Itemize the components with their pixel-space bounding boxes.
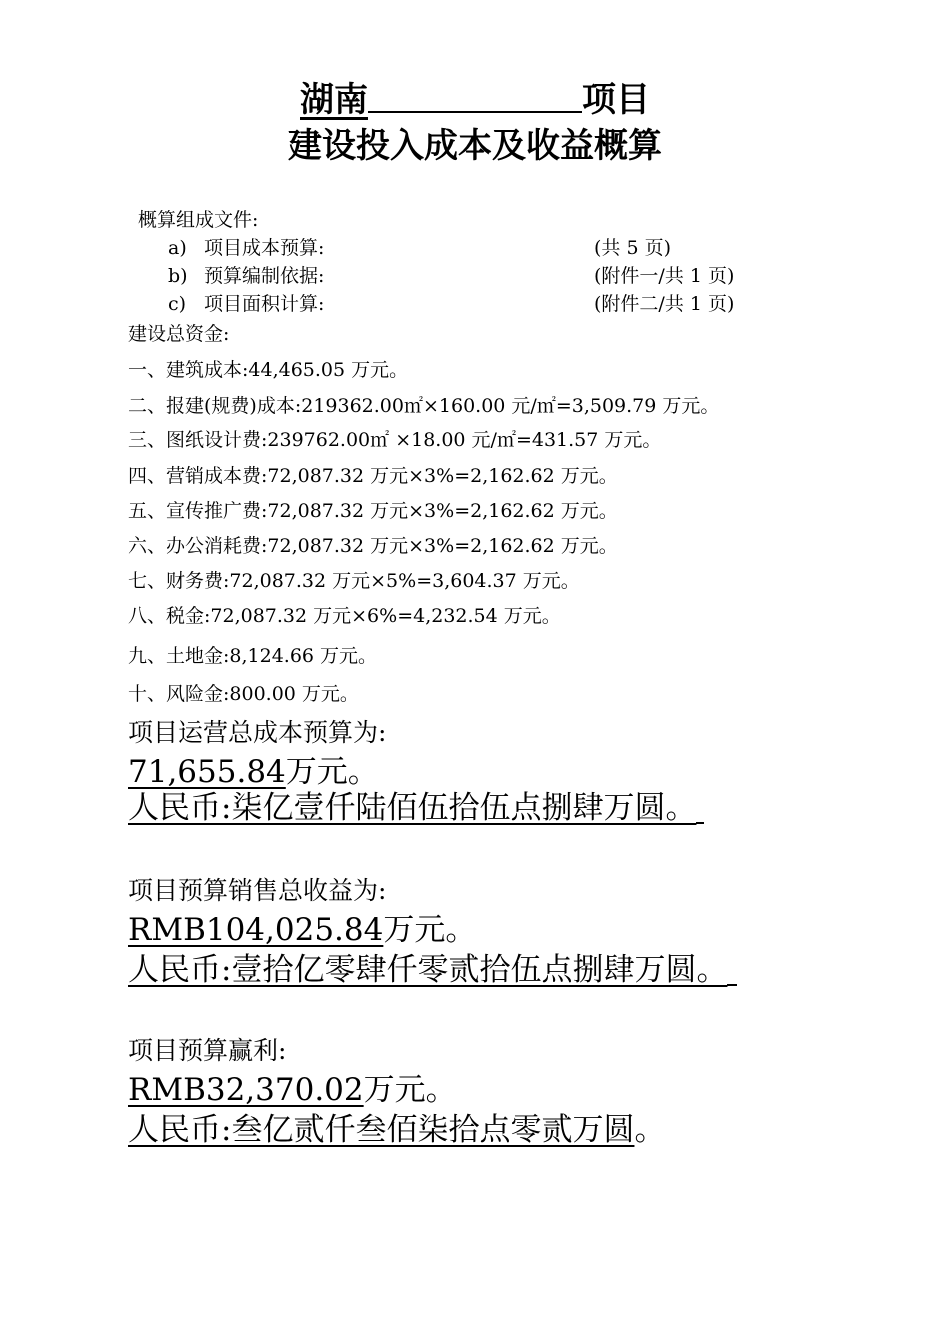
title-region: 湖南	[300, 80, 368, 120]
title-blank-line	[368, 81, 582, 113]
file-item-note: (附件一/共 1 页)	[594, 265, 735, 287]
title-project-suffix: 项目	[582, 80, 650, 120]
cost-item: 一、建筑成本:44,465.05 万元。	[128, 359, 409, 381]
file-item-label: 预算编制依据:	[204, 265, 325, 287]
cost-item: 八、税金:72,087.32 万元×6%=4,232.54 万元。	[128, 605, 561, 627]
file-item-marker: c)	[168, 293, 187, 315]
file-item-marker: a)	[168, 237, 187, 259]
file-item-note: (共 5 页)	[594, 237, 671, 259]
total-revenue-amount: RMB104,025.84	[128, 912, 384, 948]
profit-unit: 万元。	[363, 1072, 457, 1108]
total-cost-unit: 万元。	[285, 754, 379, 790]
file-item-marker: b)	[168, 265, 188, 287]
total-cost-words-line	[128, 790, 704, 826]
underline-tail	[696, 822, 704, 824]
cost-item: 九、土地金:8,124.66 万元。	[128, 645, 378, 667]
cost-item: 十、风险金:800.00 万元。	[128, 683, 359, 705]
total-revenue-words: 人民币:壹拾亿零肆仟零贰拾伍点捌肆万圆。	[128, 952, 728, 988]
cost-item: 五、宣传推广费:72,087.32 万元×3%=2,162.62 万元。	[128, 500, 618, 522]
profit-words-tail: 。	[634, 1112, 666, 1148]
cost-item: 四、营销成本费:72,087.32 万元×3%=2,162.62 万元。	[128, 465, 618, 487]
file-item-label: 项目面积计算:	[204, 293, 325, 315]
profit-words-line	[128, 1112, 665, 1148]
cost-item: 三、图纸设计费:239762.00㎡ ×18.00 元/㎡=431.57 万元。	[128, 429, 662, 451]
files-heading: 概算组成文件:	[138, 209, 259, 231]
total-cost-amount-line	[128, 754, 379, 790]
underline-tail	[727, 984, 737, 986]
document-title-line2: 建设投入成本及收益概算	[288, 126, 662, 166]
cost-item: 七、财务费:72,087.32 万元×5%=3,604.37 万元。	[128, 570, 580, 592]
total-funds-heading: 建设总资金:	[128, 323, 230, 345]
total-revenue-unit: 万元。	[383, 912, 477, 948]
cost-item: 六、办公消耗费:72,087.32 万元×3%=2,162.62 万元。	[128, 535, 618, 557]
profit-words: 人民币:叁亿贰仟叁佰柒拾点零贰万圆	[128, 1112, 635, 1148]
profit-amount: RMB32,370.02	[128, 1072, 364, 1108]
file-item-note: (附件二/共 1 页)	[594, 293, 735, 315]
cost-item: 二、报建(规费)成本:219362.00㎡×160.00 元/㎡=3,509.79 万元。	[128, 395, 720, 417]
file-item-label: 项目成本预算:	[204, 237, 325, 259]
total-revenue-amount-line	[128, 912, 476, 948]
total-cost-heading: 项目运营总成本预算为:	[128, 718, 387, 747]
total-cost-amount: 71,655.84	[128, 754, 286, 790]
profit-amount-line	[128, 1072, 457, 1108]
document-title-line1	[0, 80, 950, 120]
total-revenue-words-line	[128, 952, 737, 988]
total-revenue-heading: 项目预算销售总收益为:	[128, 876, 387, 905]
profit-heading: 项目预算赢利:	[128, 1036, 287, 1065]
total-cost-words: 人民币:柒亿壹仟陆佰伍拾伍点捌肆万圆。	[128, 790, 697, 826]
